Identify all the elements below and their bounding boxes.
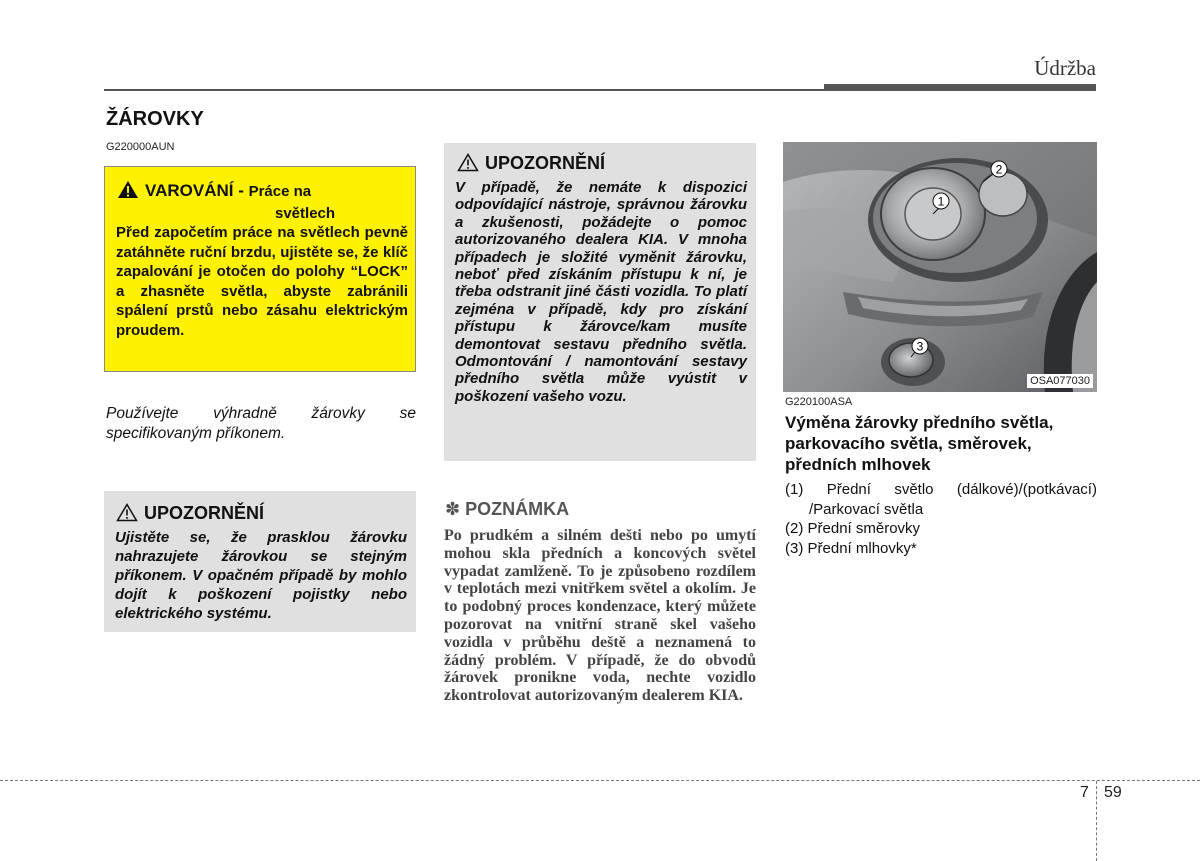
- callout-2: [991, 161, 1007, 177]
- warning-subtitle-2: světlech: [275, 205, 336, 222]
- svg-text:1: 1: [937, 194, 945, 209]
- warning-box: [104, 166, 416, 372]
- caution-header: [116, 503, 264, 524]
- list-item-word: Přední: [826, 481, 871, 498]
- section-title: Údržba: [1034, 56, 1096, 80]
- headlamp-illustration: [783, 142, 1097, 392]
- list-item: [785, 519, 1097, 539]
- header-rule-accent: [824, 84, 1096, 91]
- list-item-text: Přední mlhovky*: [807, 539, 917, 557]
- callout-1: [933, 193, 949, 209]
- chapter-number: 7: [1080, 784, 1089, 801]
- callout-3: [912, 338, 928, 354]
- caution-header-2: [457, 153, 605, 174]
- caution-box-2: [444, 143, 756, 461]
- caution-body: Ujistěte se, že prasklou žárovku nahrazujete žárovkou se stejným příkonem. V opačném případě by mohlo dojít k poškození pojistky nebo elektrického systému.: [115, 529, 407, 622]
- list-item: [785, 539, 1097, 559]
- warning-title: VAROVÁNÍ -: [145, 181, 244, 200]
- svg-text:2: 2: [995, 162, 1003, 177]
- intro-text: Používejte výhradně žárovky se specifikovaným příkonem.: [106, 405, 416, 442]
- warning-header: [117, 180, 407, 225]
- figure-code: OSA077030: [1027, 374, 1093, 388]
- headlamp-figure: [783, 142, 1097, 392]
- list-item-number: (1): [785, 481, 804, 498]
- list-item-word: světlo: [894, 481, 934, 498]
- caution-box: [104, 491, 416, 632]
- note-body: Po prudkém a silném dešti nebo po umytí mohou skla předních a koncových světel vypadat zamlženě. To je způsobeno rozdílem v teplotách mezi vnitřkem světel a okolím. Je to podobný proces kondenzace, který můžete pozorovat na vnitřní straně skel vašeho vozidla v průběhu deště a neznamená to žádný problém. V případě, že do obvodů žárovek pronikne voda, nechte vozidlo zkontrolovat autorizovaným dealerem KIA.: [444, 527, 756, 705]
- reference-code-2: G220100ASA: [785, 396, 853, 408]
- subsection-heading: Výměna žárovky předního světla, parkovacího světla, směrovek, předních mlhovek: [785, 413, 1054, 474]
- list-item-number: (3): [785, 539, 804, 557]
- caution-triangle-icon: [116, 503, 138, 522]
- footer-divider: [1096, 781, 1097, 861]
- note-title: POZNÁMKA: [465, 499, 570, 519]
- caution-body-2: V případě, že nemáte k dispozici odpovídající nástroje, správnou žárovku a zkušenosti, požádejte o pomoc autorizovaného dealera KIA. V mnoha případech je složité vyměnit žárovku, neboť před získáním přístupu k ní, je třeba odstranit jiné části vozidla. To platí zejména v případě, kdy pro získání přístupu k žárovce/kam musíte demontovat sestavu předního světla. Odmontování / namontování sestavy předního světla může vyústit v poškození vašeho vozu.: [455, 179, 747, 405]
- bulb-list: [785, 480, 1097, 558]
- reference-code: G220000AUN: [106, 141, 175, 153]
- caution-triangle-icon: [457, 153, 479, 172]
- page-heading: ŽÁROVKY: [106, 108, 204, 130]
- warning-body: Před započetím práce na světlech pevně zatáhněte ruční brzdu, ujistěte se, že klíč zapalování je otočen do polohy “LOCK” a zhasněte světla, abyste zabránili spálení prstů nebo zásahu elektrickým proudem.: [116, 224, 408, 339]
- page-number: 59: [1104, 784, 1122, 801]
- list-item-continuation: /Parkovací světla: [809, 500, 924, 518]
- list-item: [785, 480, 1097, 519]
- note-star-icon: ✽: [445, 499, 461, 519]
- caution-title: UPOZORNĚNÍ: [144, 503, 265, 523]
- warning-triangle-icon: [117, 180, 139, 199]
- svg-text:3: 3: [916, 339, 924, 354]
- list-item-word: (dálkové)/(potkávací): [956, 481, 1097, 498]
- list-item-text: Přední směrovky: [807, 520, 921, 537]
- note-header: [445, 499, 569, 520]
- caution-title-2: UPOZORNĚNÍ: [485, 153, 606, 173]
- list-item-number: (2): [785, 520, 804, 537]
- footer-rule: [0, 780, 1200, 781]
- warning-subtitle-1: Práce na: [248, 183, 312, 200]
